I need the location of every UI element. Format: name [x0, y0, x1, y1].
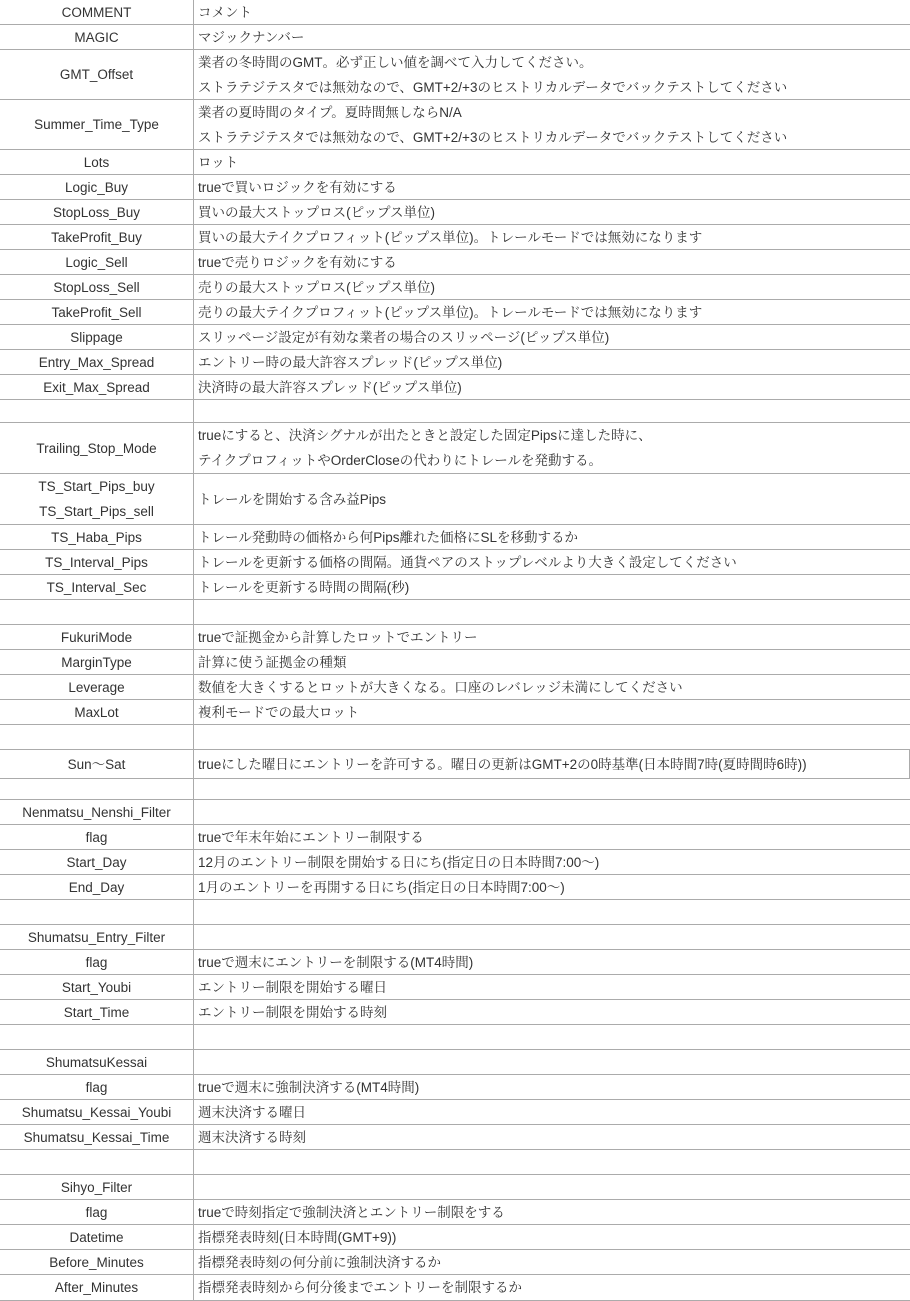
param-name-cell[interactable]: [0, 700, 194, 724]
description-cell[interactable]: [194, 1225, 910, 1249]
description-text: 業者の冬時間のGMT。必ず正しい値を調べて入力してください。: [198, 54, 593, 70]
description-text: 1月のエントリーを再開する日にち(指定日の日本時間7:00〜): [198, 879, 565, 895]
param-name: Start_Day: [66, 854, 127, 870]
table-row: [0, 925, 910, 950]
description-text: ロット: [198, 154, 239, 170]
table-row: [0, 850, 910, 875]
table-row: [0, 200, 910, 225]
description-cell[interactable]: [194, 325, 910, 349]
description-cell[interactable]: [194, 1200, 910, 1224]
param-name: TS_Start_Pips_buy: [38, 479, 155, 494]
param-name: Shumatsu_Entry_Filter: [27, 929, 166, 945]
table-row: [0, 300, 910, 325]
param-name-cell[interactable]: [0, 325, 194, 349]
description-cell[interactable]: [194, 725, 910, 749]
description-cell[interactable]: [194, 750, 909, 778]
description-cell[interactable]: [194, 925, 910, 949]
table-row: [0, 1175, 910, 1200]
description-cell[interactable]: [194, 1100, 910, 1124]
description-text: trueにした曜日にエントリーを許可する。曜日の更新はGMT+2の0時基準(日本時間7時(夏時間時6時)): [198, 756, 807, 772]
param-name: COMMENT: [61, 4, 132, 20]
description-cell[interactable]: [194, 700, 910, 724]
table-row: [0, 1025, 910, 1050]
table-row: [0, 25, 910, 50]
param-name-cell[interactable]: [0, 1275, 194, 1300]
table-row: [0, 400, 910, 423]
table-row: [0, 525, 910, 550]
description-text: trueで時刻指定で強制決済とエントリー制限をする: [198, 1204, 505, 1220]
description-cell[interactable]: [194, 950, 910, 974]
description-cell[interactable]: [194, 1050, 910, 1074]
table-row: [0, 700, 910, 725]
param-name: TS_Start_Pips_sell: [39, 504, 154, 519]
param-name: StopLoss_Sell: [53, 279, 140, 295]
description-cell[interactable]: [194, 275, 910, 299]
param-name: TS_Interval_Pips: [45, 554, 148, 570]
param-name: Trailing_Stop_Mode: [36, 440, 157, 456]
param-name-cell[interactable]: [0, 200, 194, 224]
param-name-cell[interactable]: [0, 225, 194, 249]
param-name-cell[interactable]: [0, 900, 194, 924]
description-text: トレールを更新する時間の間隔(秒): [198, 579, 410, 595]
param-name: Exit_Max_Spread: [43, 379, 150, 395]
table-row: [0, 575, 910, 600]
param-name-cell[interactable]: [0, 1250, 194, 1274]
param-name-cell[interactable]: [0, 1025, 194, 1049]
param-name: Shumatsu_Kessai_Youbi: [21, 1104, 172, 1120]
description-cell[interactable]: [194, 200, 910, 224]
table-row: [0, 600, 910, 625]
description-cell[interactable]: [194, 779, 910, 799]
param-name-cell[interactable]: [0, 950, 194, 974]
table-row: [0, 474, 910, 525]
description-text: エントリー時の最大許容スプレッド(ピップス単位): [198, 354, 503, 370]
description-text: テイクプロフィットやOrderCloseの代わりにトレールを発動する。: [198, 453, 602, 468]
table-row: [0, 375, 910, 400]
param-name-cell[interactable]: [0, 175, 194, 199]
description-text: エントリー制限を開始する時刻: [198, 1004, 387, 1020]
param-name-cell[interactable]: [0, 150, 194, 174]
description-cell[interactable]: [194, 1150, 910, 1174]
param-name-cell[interactable]: [0, 779, 194, 799]
description-cell[interactable]: [194, 800, 910, 824]
table-row: [0, 1000, 910, 1025]
param-name: FukuriMode: [60, 629, 133, 645]
table-row: [0, 1225, 910, 1250]
param-name: TakeProfit_Sell: [51, 304, 142, 320]
table-row: [0, 1250, 910, 1275]
description-cell[interactable]: [194, 175, 910, 199]
param-name-cell[interactable]: [0, 1000, 194, 1024]
description-cell[interactable]: [194, 100, 910, 149]
description-text: trueで買いロジックを有効にする: [198, 179, 397, 195]
table-row: [0, 875, 910, 900]
description-cell[interactable]: [194, 350, 910, 374]
description-cell[interactable]: [194, 50, 910, 99]
description-text: 数値を大きくするとロットが大きくなる。口座のレバレッジ未満にしてください: [198, 679, 683, 695]
description-cell[interactable]: [194, 900, 910, 924]
param-name-cell[interactable]: [0, 250, 194, 274]
param-name: End_Day: [68, 879, 125, 895]
param-name: Sihyo_Filter: [60, 1179, 133, 1195]
param-name-cell[interactable]: [0, 474, 194, 524]
param-name: Slippage: [70, 329, 123, 345]
param-name-cell[interactable]: [0, 925, 194, 949]
table-row: [0, 225, 910, 250]
param-name-cell[interactable]: [0, 725, 194, 749]
description-cell[interactable]: [194, 423, 910, 473]
description-text: 売りの最大ストップロス(ピップス単位): [198, 279, 436, 295]
description-text: マジックナンバー: [198, 29, 305, 45]
param-name: ShumatsuKessai: [45, 1054, 148, 1070]
param-name: StopLoss_Buy: [52, 204, 141, 220]
description-text: trueで年末年始にエントリー制限する: [198, 829, 424, 845]
description-text: 買いの最大ストップロス(ピップス単位): [198, 204, 436, 220]
table-row: [0, 750, 910, 779]
description-text: 週末決済する曜日: [198, 1104, 306, 1120]
table-row: [0, 150, 910, 175]
table-row: [0, 1100, 910, 1125]
param-name-cell[interactable]: [0, 625, 194, 649]
description-cell[interactable]: [194, 525, 910, 549]
table-row: [0, 1275, 910, 1301]
description-text: トレールを更新する価格の間隔。通貨ペアのストップレベルより大きく設定してください: [198, 554, 737, 570]
description-cell[interactable]: [194, 400, 910, 422]
table-row: [0, 650, 910, 675]
param-name: Summer_Time_Type: [34, 117, 159, 132]
table-row: [0, 900, 910, 925]
param-name-cell[interactable]: [0, 1150, 194, 1174]
description-cell[interactable]: [194, 650, 910, 674]
table-row: [0, 950, 910, 975]
description-cell[interactable]: [194, 1250, 910, 1274]
param-name-cell[interactable]: [0, 975, 194, 999]
description-text: trueにすると、決済シグナルが出たときと設定した固定Pipsに達した時に、: [198, 428, 652, 443]
description-cell[interactable]: [194, 1025, 910, 1049]
description-text: 決済時の最大許容スプレッド(ピップス単位): [198, 379, 462, 395]
description-cell[interactable]: [194, 625, 910, 649]
param-name-cell[interactable]: [0, 1100, 194, 1124]
param-name: Shumatsu_Kessai_Time: [23, 1129, 170, 1145]
param-name: MarginType: [61, 654, 132, 670]
description-cell[interactable]: [194, 300, 910, 324]
param-name-cell[interactable]: [0, 1225, 194, 1249]
param-name-cell[interactable]: [0, 300, 194, 324]
description-cell[interactable]: [194, 150, 910, 174]
description-text: 指標発表時刻から何分後までエントリーを制限するか: [198, 1280, 522, 1295]
description-text: 12月のエントリー制限を開始する日にち(指定日の日本時間7:00〜): [198, 854, 600, 870]
description-cell[interactable]: [194, 1125, 910, 1149]
description-cell[interactable]: [194, 1075, 910, 1099]
description-text: 業者の夏時間のタイプ。夏時間無しならN/A: [198, 104, 462, 120]
description-text: 指標発表時刻(日本時間(GMT+9)): [198, 1229, 397, 1245]
description-text: コメント: [198, 4, 252, 20]
param-name-cell[interactable]: [0, 25, 194, 49]
param-name: Lots: [83, 154, 110, 170]
table-row: [0, 725, 910, 750]
description-text: 週末決済する時刻: [198, 1129, 306, 1145]
param-name-cell[interactable]: [0, 100, 194, 149]
param-name: Start_Time: [63, 1004, 130, 1020]
param-name: Entry_Max_Spread: [38, 354, 155, 370]
description-cell[interactable]: [194, 1275, 910, 1300]
param-name-cell[interactable]: [0, 525, 194, 549]
description-cell[interactable]: [194, 675, 910, 699]
description-text: トレール発動時の価格から何Pips離れた価格にSLを移動するか: [198, 529, 579, 545]
description-text: ストラテジテスタでは無効なので、GMT+2/+3のヒストリカルデータでバックテストしてください: [198, 79, 788, 95]
param-name-cell[interactable]: [0, 1075, 194, 1099]
description-cell[interactable]: [194, 825, 910, 849]
param-name: Start_Youbi: [61, 979, 132, 995]
description-cell[interactable]: [194, 250, 910, 274]
description-cell[interactable]: [194, 975, 910, 999]
description-text: エントリー制限を開始する曜日: [198, 979, 387, 995]
description-cell[interactable]: [194, 375, 910, 399]
table-row: [0, 1125, 910, 1150]
param-name-cell[interactable]: [0, 50, 194, 99]
param-name: TakeProfit_Buy: [51, 229, 142, 245]
description-text: 計算に使う証拠金の種類: [198, 654, 347, 670]
table-row: [0, 975, 910, 1000]
param-name-cell[interactable]: [0, 825, 194, 849]
param-name: flag: [85, 1204, 108, 1220]
param-name: TS_Interval_Sec: [46, 579, 147, 595]
description-cell[interactable]: [194, 0, 910, 24]
param-name: flag: [85, 954, 108, 970]
param-name-cell[interactable]: [0, 575, 194, 599]
param-name-cell[interactable]: [0, 1175, 194, 1199]
param-name: Leverage: [68, 679, 125, 695]
description-text: トレールを開始する含み益Pips: [198, 491, 386, 507]
param-name-cell[interactable]: [0, 275, 194, 299]
table-row: [0, 0, 910, 25]
param-name-cell[interactable]: [0, 423, 194, 473]
param-name-cell[interactable]: [0, 1050, 194, 1074]
description-text: 買いの最大テイクプロフィット(ピップス単位)。トレールモードでは無効になります: [198, 229, 703, 245]
description-text: trueで週末に強制決済する(MT4時間): [198, 1079, 420, 1095]
param-name-cell[interactable]: [0, 850, 194, 874]
param-name: TS_Haba_Pips: [51, 529, 142, 545]
param-name: flag: [85, 1079, 108, 1095]
param-name-cell[interactable]: [0, 600, 194, 624]
param-name-cell[interactable]: [0, 350, 194, 374]
description-cell[interactable]: [194, 575, 910, 599]
param-name: Datetime: [69, 1229, 124, 1245]
param-name-cell[interactable]: [0, 675, 194, 699]
param-name-cell[interactable]: [0, 0, 194, 24]
description-text: 売りの最大テイクプロフィット(ピップス単位)。トレールモードでは無効になります: [198, 304, 703, 320]
description-text: ストラテジテスタでは無効なので、GMT+2/+3のヒストリカルデータでバックテストしてください: [198, 129, 788, 145]
param-name: MAGIC: [74, 29, 119, 45]
param-name: Logic_Sell: [65, 254, 128, 270]
description-text: 指標発表時刻の何分前に強制決済するか: [198, 1254, 441, 1270]
table-row: [0, 275, 910, 300]
table-row: [0, 100, 910, 150]
param-name-cell[interactable]: [0, 550, 194, 574]
table-row: [0, 50, 910, 100]
table-row: [0, 1050, 910, 1075]
param-name-cell[interactable]: [0, 1200, 194, 1224]
description-cell[interactable]: [194, 875, 910, 899]
description-cell[interactable]: [194, 550, 910, 574]
table-row: [0, 423, 910, 474]
param-name-cell[interactable]: [0, 750, 194, 778]
table-row: [0, 779, 910, 800]
description-text: trueで売りロジックを有効にする: [198, 254, 397, 270]
table-row: [0, 625, 910, 650]
param-name: Sun〜Sat: [67, 756, 126, 772]
table-row: [0, 1200, 910, 1225]
table-row: [0, 1150, 910, 1175]
param-name-cell[interactable]: [0, 800, 194, 824]
param-name: After_Minutes: [54, 1280, 139, 1295]
param-name-cell[interactable]: [0, 400, 194, 422]
description-cell[interactable]: [194, 850, 910, 874]
description-text: スリッページ設定が有効な業者の場合のスリッページ(ピップス単位): [198, 329, 610, 345]
param-name: MaxLot: [74, 704, 119, 720]
table-row: [0, 175, 910, 200]
description-cell[interactable]: [194, 1175, 910, 1199]
table-row: [0, 250, 910, 275]
param-name-cell[interactable]: [0, 1125, 194, 1149]
description-cell[interactable]: [194, 600, 910, 624]
description-text: trueで証拠金から計算したロットでエントリー: [198, 629, 478, 645]
param-name: flag: [85, 829, 108, 845]
description-cell[interactable]: [194, 225, 910, 249]
param-name: Logic_Buy: [64, 179, 129, 195]
table-row: [0, 825, 910, 850]
param-name: Before_Minutes: [49, 1254, 144, 1270]
description-cell[interactable]: [194, 25, 910, 49]
description-cell[interactable]: [194, 474, 910, 524]
param-name-cell[interactable]: [0, 875, 194, 899]
description-text: trueで週末にエントリーを制限する(MT4時間): [198, 954, 474, 970]
table-row: [0, 1075, 910, 1100]
param-name-cell[interactable]: [0, 650, 194, 674]
table-row: [0, 800, 910, 825]
param-name: GMT_Offset: [59, 67, 134, 82]
param-name: Nenmatsu_Nenshi_Filter: [22, 804, 171, 820]
description-text: 複利モードでの最大ロット: [198, 704, 360, 720]
table-row: [0, 675, 910, 700]
table-row: [0, 550, 910, 575]
description-cell[interactable]: [194, 1000, 910, 1024]
table-row: [0, 325, 910, 350]
table-row: [0, 350, 910, 375]
param-name-cell[interactable]: [0, 375, 194, 399]
